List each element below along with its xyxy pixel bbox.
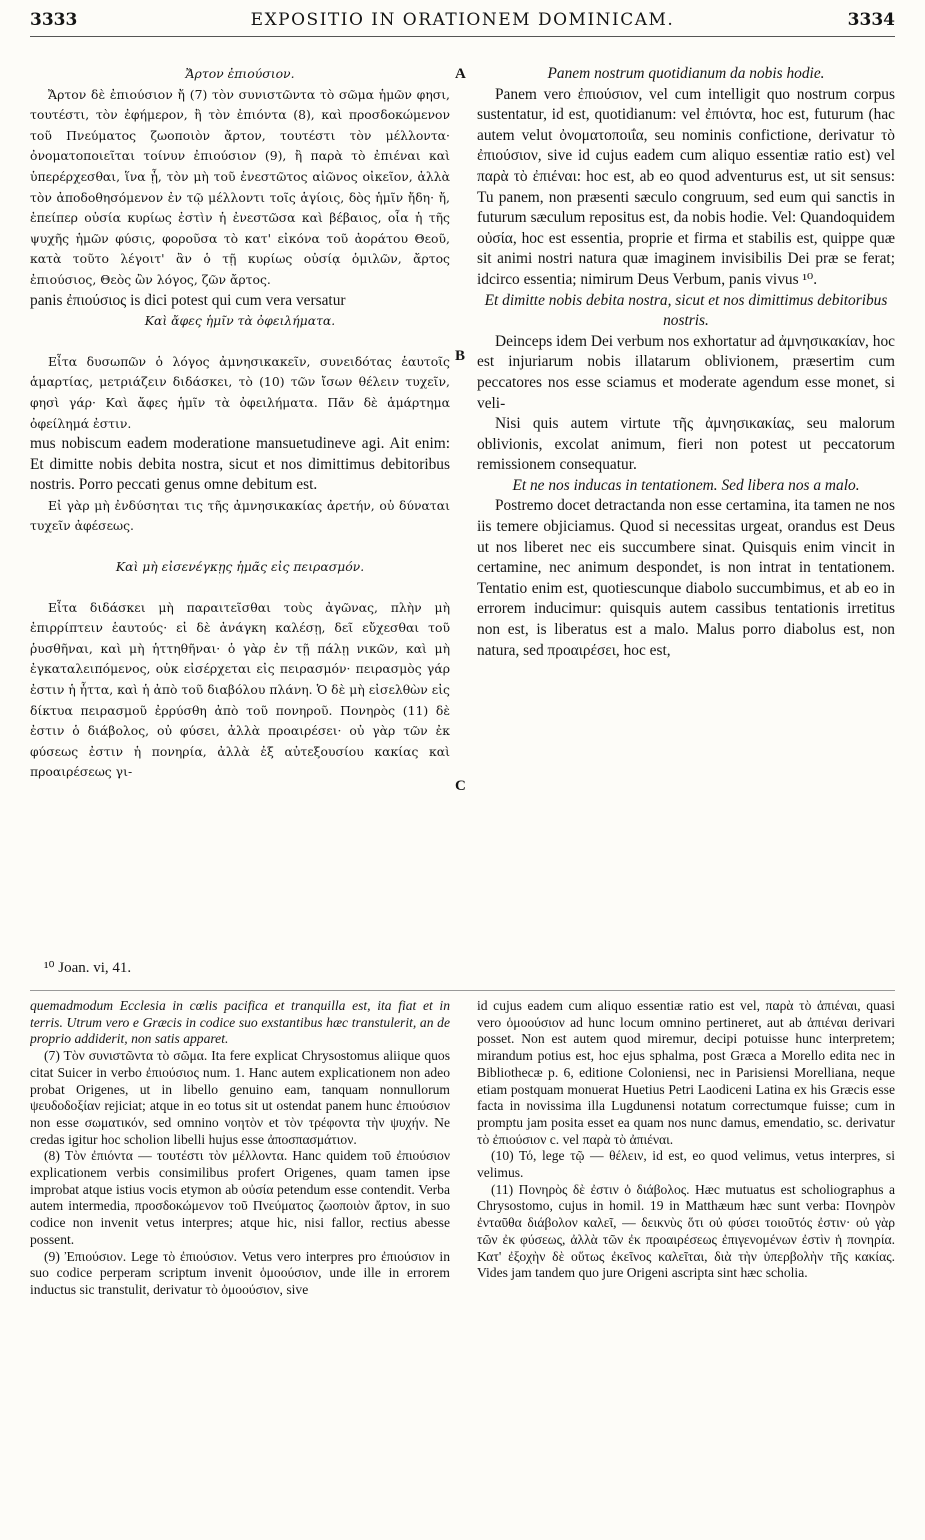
note-left-7: (7) Τὸν συνιστῶντα τὸ σῶμα. Ita fere explicat Chrysostomus aliique quos citat Suicer in verbo ἐπιούσιος num. 1. Hanc autem explicationem non adeo probat Origenes, ut in libello genuino eam, tanquam nonnullorum ψευδοδοξίαν rejiciat; atque in eo totus sit ut ostendat panem hunc ἐπιούσιον non esse σωματικόν, sed omnino νοητὸν et τὸν τρέφοντα τὴν ψυχήν. Ne credas igitur hoc scholion libelli hujus esse ἀποσπασμάτιον. [30,1048,450,1147]
latin-paragraph-virtue: Nisi quis autem virtute τῆς ἀμνησικακίας, seu malorum oblivionis, excolat animum, fieri non potest ut peccatorum remissionem consequatur. [477,415,895,474]
latin-paragraph-bread: Panem vero ἐπιούσιον, vel cum intelligit quo nostrum corpus sustentatur, id est, quotidianum: vel ἐπιόντα, hoc est, futurum (hac autem velut ὀνοματοποιΐα, seu nominis confictione, derivatur τὸ ἐπιούσιον, sive id cujus eadem cum aliquo essentiæ ratio est) vel παρὰ τὸ ἐπιέναι: hoc est, ab eo quod adventurus est, ut sit sensus: Tu panem, non præsenti sæculo congruum, sed eum qui sanctis in futurum sæculum repositus est, da nobis hodie. Vel: Quandoquidem οὐσία, hoc est essentia, proprie et firma et stabilis est, quippe quæ sit animi nostri natura quæ imaginem invisibilis Dei præ se ferat; idcirco essentia; nimirum Deus Verbum, panis vivus ¹⁰. [477,85,895,288]
latin-paragraph-debts: Deinceps idem Dei verbum nos exhortatur ad ἀμνησικακίαν, hoc est injuriarum nobis illatarum oblivionem, præsertim cum peccatores nos esse sciamus et moderate agendum esse monet, si veli- [477,332,895,412]
greek-paragraph-virtue: Εἰ γὰρ μὴ ἐνδύσηται τις τῆς ἀμνησικακίας ἀρετήν, οὐ δύναται τυχεῖν ἀφέσεως. [30,497,450,534]
margin-marker-a: A [455,66,466,82]
latin-heading-bread: Panem nostrum quotidianum da nobis hodie. [547,65,825,82]
greek-paragraph-debts: Εἶτα δυσωπῶν ὁ λόγος ἀμνησικακεῖν, συνειδότας ἑαυτοῖς ἁμαρτίας, μετριάζειν διδάσκει, τὸ (10) τῶν ἴσων θέλειν τυχεῖν, φησὶ γάρ· Καὶ ἄφες ἡμῖν τὰ ὀφειλήματα. Πᾶν δὲ ἁμάρτημα ὀφείλημά ἐστιν. [30,353,450,431]
latin-column [477,64,895,944]
greek-paragraph-bread: Ἄρτον δὲ ἐπιούσιον ἤ (7) τὸν συνιστῶντα τὸ σῶμα ἡμῶν φησι, τουτέστι, τὸν ἐφήμερον, ἢ τὸν ἐπιόντα (8), καὶ προσδοκώμενον τοῦ Πνεύματος ζωοποιὸν ἄρτον, τουτέστι τὸν μέλλοντα· ὀνοματοποιεῖται τοίνυν ἐπιούσιον (9), ἢ παρὰ τὸ ἐπιέναι καὶ ὑπερέρχεσθαι, ἵνα ᾖ, τὸν μὴ τοῦ ἐνεστῶτος αἰῶνος οἰκεῖον, ἀλλὰ τὸν ἀποδοθησόμενον ἐν τῷ μέλλοντι τοῖς ἁγίοις, δὸς ἡμῖν ἤδη· ἤ, ἐπείπερ οὐσία κυρίως ἐστὶν ἡ ἐνεστῶσα καὶ βέβαιος, οἷα ἡ τῆς ψυχῆς ἡμῶν φύσις, φοροῦσα τὸ κατ' εἰκόνα τοῦ ἀοράτου Θεοῦ, κατὰ τοῦτο λέγοιτ' ἂν ὁ τῇ κυρίως οὐσίᾳ ὁμιλῶν, ἄρτος ἐπιούσιος, Θεὸς ὢν λόγος, ζῶν ἄρτος. [30,86,450,287]
note-right-11: (11) Πονηρὸς δὲ ἐστιν ὁ διάβολος. Hæc mutuatus est scholiographus a Chrysostomo, cujus in homil. 19 in Matthæum hæc sunt verba: Πονηρὸν ἐνταῦθα διάβολον καλεῖ, — δεικνὺς ὅτι οὐ φύσει τοιοῦτός ἐστιν· οὐ γὰρ τῶν ἐκ φύσεως, ἀλλὰ τῶν ἐκ προαιρέσεως ἐπιγενομένων ἐστὶν ἡ πονηρία. Κατ' ἐξοχὴν δὲ οὕτως ἐκεῖνος καλεῖται, διὰ τὴν ὑπερβολὴν τῆς κακίας. Vides jam tandem quo jure Origeni ascripta sint hæc scholia. [477,1181,895,1281]
notes-left-column [30,998,450,1518]
notes-right-column [477,998,895,1518]
greek-heading-debts: Καὶ ἄφες ἡμῖν τὰ ὀφειλήματα. [144,313,336,329]
greek-heading-bread: Ἄρτον ἐπιούσιον. [185,66,295,81]
page-header [30,8,895,37]
margin-marker-b: B [455,348,466,364]
greek-column [30,64,450,944]
note-left-0: quemadmodum Ecclesia in cœlis pacifica et tranquilla est, ita fiat et in terris. Utrum vero e Græcis in codice suo exstantibus hæc transtulerit, an de proprio addiderit, non satis apparet. [30,998,450,1047]
greek-column-latin-continuation-1: panis ἐπιούσιος is dici potest qui cum vera versatur [30,291,346,309]
page-number-left: 3333 [30,10,78,30]
note-left-9: (9) Ἐπιούσιον. Lege τὸ ἐπιούσιον. Vetus vero interpres pro ἐπιούσιον in suo codice perperam scriptum invenit ὁμοούσιον, unde ille in errorem inductus sic transtulit, derivatur τὸ ὁμοούσιον, sive [30,1248,450,1297]
latin-heading-debts: Et dimitte nobis debita nostra, sicut et nos dimittimus debitoribus nostris. [484,291,888,330]
greek-paragraph-temptation: Εἶτα διδάσκει μὴ παραιτεῖσθαι τοὺς ἀγῶνας, πλὴν μὴ ἐπιρρίπτειν ἑαυτούς· εἰ δὲ ἀνάγκη καλέσῃ, δεῖ εὔχεσθαι τοῦ ῥυσθῆναι, καὶ μὴ ἡττηθῆναι· ὁ γὰρ ἐν τῇ πάλῃ νικῶν, καὶ μὴ ἐγκαταλειπόμενος, οὐκ εἰσέρχεται εἰς πειρασμόν· πειρασμὸς γάρ ἐστιν ἡ ἧττα, καὶ ἡ ἀπὸ τοῦ διαβόλου πλάνη. Ὁ δὲ μὴ εἰσελθὼν εἰς δίκτυα πειρασμοῦ ἐρρύσθη ἀπὸ τοῦ πονηροῦ. Πονηρὸς (11) δὲ ἐστιν ὁ διάβολος, οὐ φύσει, ἀλλὰ προαιρέσει· οὐ γὰρ τῶν ἐκ φύσεως ἐστιν ἡ πονηρία, ἀλλὰ ἐξ αὐτεξουσίου κακίας καὶ προαιρέσεως γι- [30,599,450,780]
notes-divider [30,990,895,991]
greek-heading-temptation: Καὶ μὴ εἰσενέγκῃς ἡμᾶς εἰς πειρασμόν. [115,559,365,575]
running-title: EXPOSITIO IN ORATIONEM DOMINICAM. [250,10,675,30]
footnote: ¹⁰ Joan. vi, 41. [44,960,132,976]
note-right-10: (10) Τό, lege τῷ — θέλειν, id est, eo quod velimus, vetus interpres, si velimus. [477,1148,895,1181]
margin-marker-c: C [455,778,466,794]
note-left-8: (8) Τὸν ἐπιόντα — τουτέστι τὸν μέλλοντα. Hanc quidem τοῦ ἐπιούσιον explicationem verbis consimilibus profert Origenes, quam tamen ipse improbat atque istius vocis etymon ab οὐσία petendum esse contendit. Verba autem intermedia, προσδοκώμενον τοῦ Πνεύματος ζωοποιὸν ἄρτον, in suo codice non invenit vetus interpres; atque hic, nisi fallor, rectius abesse possent. [30,1148,450,1247]
latin-heading-temptation: Et ne nos inducas in tentationem. Sed libera nos a malo. [512,476,860,494]
page-number-right: 3334 [847,10,895,30]
latin-paragraph-temptation: Postremo docet detractanda non esse certamina, ita tamen ne nos iis temere objiciamus. Quod si necessitas urgeat, orandus est Deus ut nos liberet nec eis succumbere sinat. Quisquis enim vincit in certamine, nec animum despondet, is non intrat in tentationem. Tentatio enim est, quotiescunque diabolo succumbimus, et ab eo in errorem inducimur: quisquis autem cassibus tentationis irretitus non est, is liberatus est a malo. Malus porro diabolus est, non natura, sed προαιρέσει, hoc est, [477,497,895,659]
note-right-9-cont: id cujus eadem cum aliquo essentiæ ratio est vel, παρὰ τὸ ἀπιέναι, quasi vero ὁμοούσιον ad hunc locum omnino pertineret, aut ab ἀπιέναι derivari posset. Non est autem quod miremur, decipi potuisse hunc interpretem; mirandum potius est, hoc ejus sphalma, post Græca a Morello edita nec in Bibliothecæ p. 6, editione Coloniensi, nec in Parisiensi Morelliana, neque etiam postquam monuerat Huetius Petri Laodiceni Latina ex his Græcis esse facta in novissima illa Lugdunensi notatum correctumque fuisse; cum in promptu jam posita esset ea quam nos nunc damus, emendatio, sc. derivatur τὸ ἐπιούσιον c. vel παρὰ τὸ ἀπιέναι. [477,998,895,1147]
greek-column-latin-continuation-2: mus nobiscum eadem moderatione mansuetudineve agi. Ait enim: Et dimitte nobis debita nostra, sicut et nos dimittimus debitoribus nostris. Porro peccati genus omne debitum est. [30,435,450,494]
